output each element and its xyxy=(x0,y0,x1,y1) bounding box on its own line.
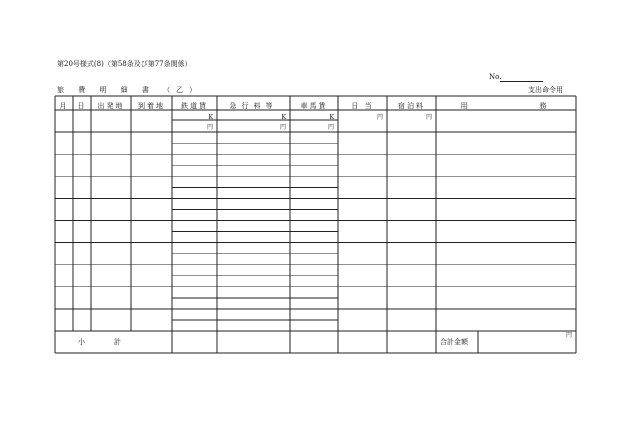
header-business-2: 務 xyxy=(539,102,549,110)
unit-yen-daily: 円 xyxy=(376,114,383,121)
header-daily-allowance: 日 当 xyxy=(351,102,374,110)
header-rail-fare: 鉄道賃 xyxy=(181,102,208,110)
unit-k-express: K xyxy=(281,114,286,121)
header-lodging: 宿泊料 xyxy=(398,102,425,110)
header-month: 月 xyxy=(59,102,69,110)
header-business-1: 用 xyxy=(460,102,470,110)
grand-total-unit: 円 xyxy=(565,332,572,339)
unit-k-rail: K xyxy=(208,114,213,121)
unit-k-carriage: K xyxy=(329,114,334,121)
header-arrival: 到着地 xyxy=(138,102,165,110)
document-title: 旅 費 明 細 書 （乙） xyxy=(57,86,203,94)
document-number-label: No. xyxy=(489,73,502,81)
unit-yen-lodging: 円 xyxy=(425,114,432,121)
subtotal-label: 小 計 xyxy=(78,338,123,346)
header-express-fee: 急行料等 xyxy=(229,102,278,110)
form-number: 第20号様式(8)（第58条及び第77条関係） xyxy=(57,60,192,68)
unit-yen-carriage: 円 xyxy=(327,124,334,131)
payment-order-label: 支出命令用 xyxy=(528,86,563,94)
header-day: 日 xyxy=(77,102,87,110)
unit-yen-express: 円 xyxy=(279,124,286,131)
header-departure: 出発地 xyxy=(97,102,125,110)
header-carriage-fare: 車馬賃 xyxy=(300,102,328,110)
unit-yen-rail: 円 xyxy=(206,124,213,131)
grand-total-label: 合計金額 xyxy=(440,338,468,346)
